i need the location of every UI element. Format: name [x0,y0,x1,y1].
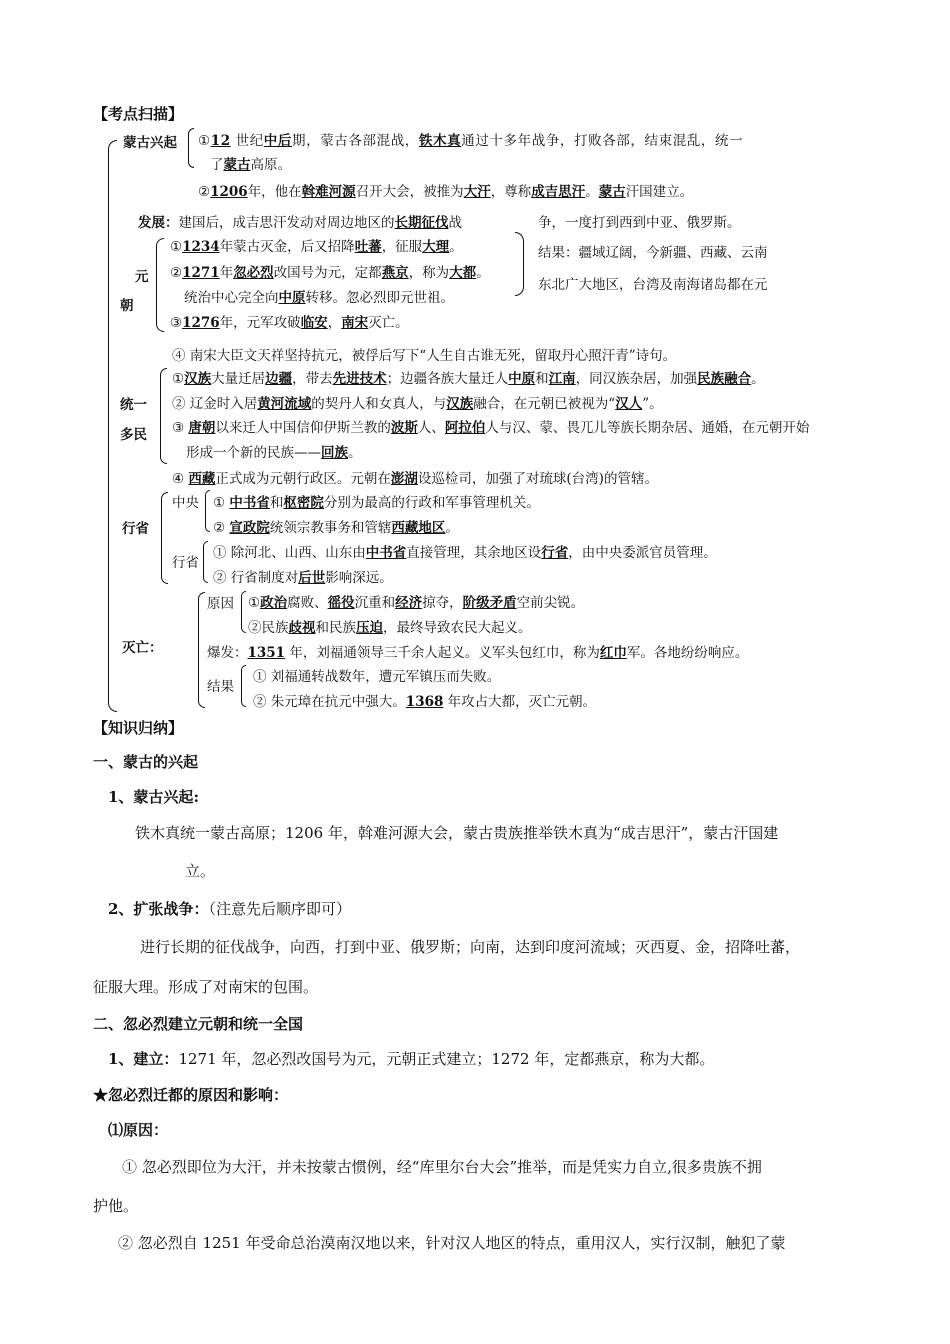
scan-header: 【考点扫描】 [93,105,184,123]
unity-label-1: 统一 [120,397,147,413]
summary-header: 【知识归纳】 [93,719,184,737]
yuan-line2: ②1271年忽必烈改国号为元，定都燕京，称为大都。 [170,265,490,281]
result-line2: 东北广大地区，台湾及南海诸岛都在元 [538,277,768,293]
mongol-line1-cont: 了蒙古高原。 [210,157,291,173]
s1-2-text-a: 进行长期的征伐战争，向西，打到中亚、俄罗斯；向南，达到印度河流域；灭西夏、金，招降吐蕃， [140,938,801,956]
s1-1-text-a: 铁木真统一蒙古高原；1206 年，斡难河源大会，蒙古贵族推举铁木真为“成吉思汗”，蒙古汗国建 [135,824,779,842]
unity-line1: ①汉族大量迁居边疆，带去先进技术；边疆各族大量迁人中原和江南，同汉族杂居，加强民族融合。 [172,371,765,387]
zy-label: 中央 [172,495,199,511]
unity-line4: ④ 西藏正式成为元朝行政区。元朝在澎湖设巡检司，加强了对琉球(台湾)的管辖。 [172,471,658,487]
mongol-line1: ①12 世纪中后期，蒙古各部混战，铁木真通过十多年战争，打败各部，结束混乱，统一 [198,133,744,149]
res-line1: ① 刘福通转战数年，遭元军镇压而失败。 [253,669,501,685]
mw-brace [198,592,205,708]
xs-brace [161,492,168,584]
burst-line: 爆发：1351 年，刘福通领导三千余人起义。义军头包红巾，称为红巾军。各地纷纷响应。 [207,645,749,661]
result-label: 结果 [207,679,234,695]
dev-right: 争，一度打到西到中亚、俄罗斯。 [538,215,741,231]
unity-label-2: 多民 [120,427,147,443]
xs-line4: ② 行省制度对后世影响深远。 [213,570,393,586]
xs-line3: ① 除河北、山西、山东由中书省直接管理，其余地区设行省，由中央委派官员管理。 [213,545,717,561]
reason-label: 原因 [207,596,234,612]
s2-star: ★忽必烈迁都的原因和影响： [93,1086,289,1104]
dev-line: 发展：建国后，成吉思汗发动对周边地区的长期征伐战 [138,215,462,231]
s2-1-line: 1、建立：1271 年，忽必烈改国号为元，元朝正式建立；1272 年，定都燕京，称为大都。 [108,1050,715,1068]
yuan-label-1: 元 [135,269,149,285]
unity-line3-cont: 形成一个新的民族——回族。 [186,445,362,461]
result-line1: 结果：疆域辽阔，今新疆、西藏、云南 [538,245,768,261]
yuan-brace [156,238,164,332]
xs-sub-brace [203,541,208,583]
zy-brace [205,490,210,532]
unity-line3: ③ 唐朝以来迁人中国信仰伊斯兰教的波斯人、阿拉伯人与汉、蒙、畏兀儿等族长期杂居、通婚，在元朝开始 [172,420,810,436]
s1-title: 一、蒙古的兴起 [93,753,199,771]
yuan-line1: ①1234年蒙古灭金，后又招降吐蕃，征服大理。 [170,239,463,255]
xs-line1: ① 中书省和枢密院分别为最高的行政和军事管理机关。 [213,495,540,511]
s1-1-text-b: 立。 [185,862,216,880]
s2-r2: ② 忽必烈自 1251 年受命总治漠南汉地以来，针对汉人地区的特点，重用汉人，实行汉制，触犯了蒙 [118,1234,786,1252]
unity-brace [160,368,167,464]
s2-title: 二、忽必烈建立元朝和统一全国 [93,1015,304,1033]
mongol-line2: ②1206年，他在斡难河源召开大会，被推为大汗，尊称成吉思汗。蒙古汗国建立。 [198,184,694,200]
result-brace [515,232,524,296]
reason-line1: ①政治腐败、徭役沉重和经济掠夺，阶级矛盾空前尖锐。 [248,595,585,611]
s1-1-title: 1、蒙古兴起: [108,788,199,806]
main-brace [108,140,117,712]
xs-line2: ② 宣政院统领宗教事务和管辖西藏地区。 [213,520,459,536]
reason-brace [241,591,246,633]
s1-2-line: 2、扩张战争：（注意先后顺序即可） [108,900,351,918]
s2-reason: ⑴原因： [108,1121,169,1139]
mongol-rise-label: 蒙古兴起 [123,135,177,151]
s2-r1-a: ① 忽必烈即位为大汗，并未按蒙古惯例，经“库里尔台大会”推举，而是凭实力自立,很多贵族不拥 [122,1158,762,1176]
yuan-label-2: 朝 [120,298,134,314]
s1-2-text-b: 征服大理。形成了对南宋的包围。 [93,978,319,996]
xs-label: 行省 [122,521,149,537]
yuan-line3: ③1276年，元军攻破临安，南宋灭亡。 [170,315,409,331]
mongol-brace [188,128,194,168]
yuan-line4: ④ 南宋大臣文天祥坚持抗元，被俘后写下“人生自古谁无死，留取丹心照汗青”诗句。 [172,348,677,364]
mw-label: 灭亡： [122,640,163,656]
yuan-line2-cont: 统治中心完全向中原转移。忽必烈即元世祖。 [184,290,454,306]
res-brace [241,665,246,707]
res-line2: ② 朱元璋在抗元中强大。1368 年攻占大都，灭亡元朝。 [253,694,597,710]
s2-r1-b: 护他。 [93,1197,139,1215]
unity-line2: ② 辽金时入居黄河流域的契丹人和女真人，与汉族融合，在元朝已被视为“汉人”。 [172,396,663,412]
reason-line2: ②民族歧视和民族压迫，最终导致农民大起义。 [248,620,532,636]
xs-sub-label: 行省 [172,555,199,571]
